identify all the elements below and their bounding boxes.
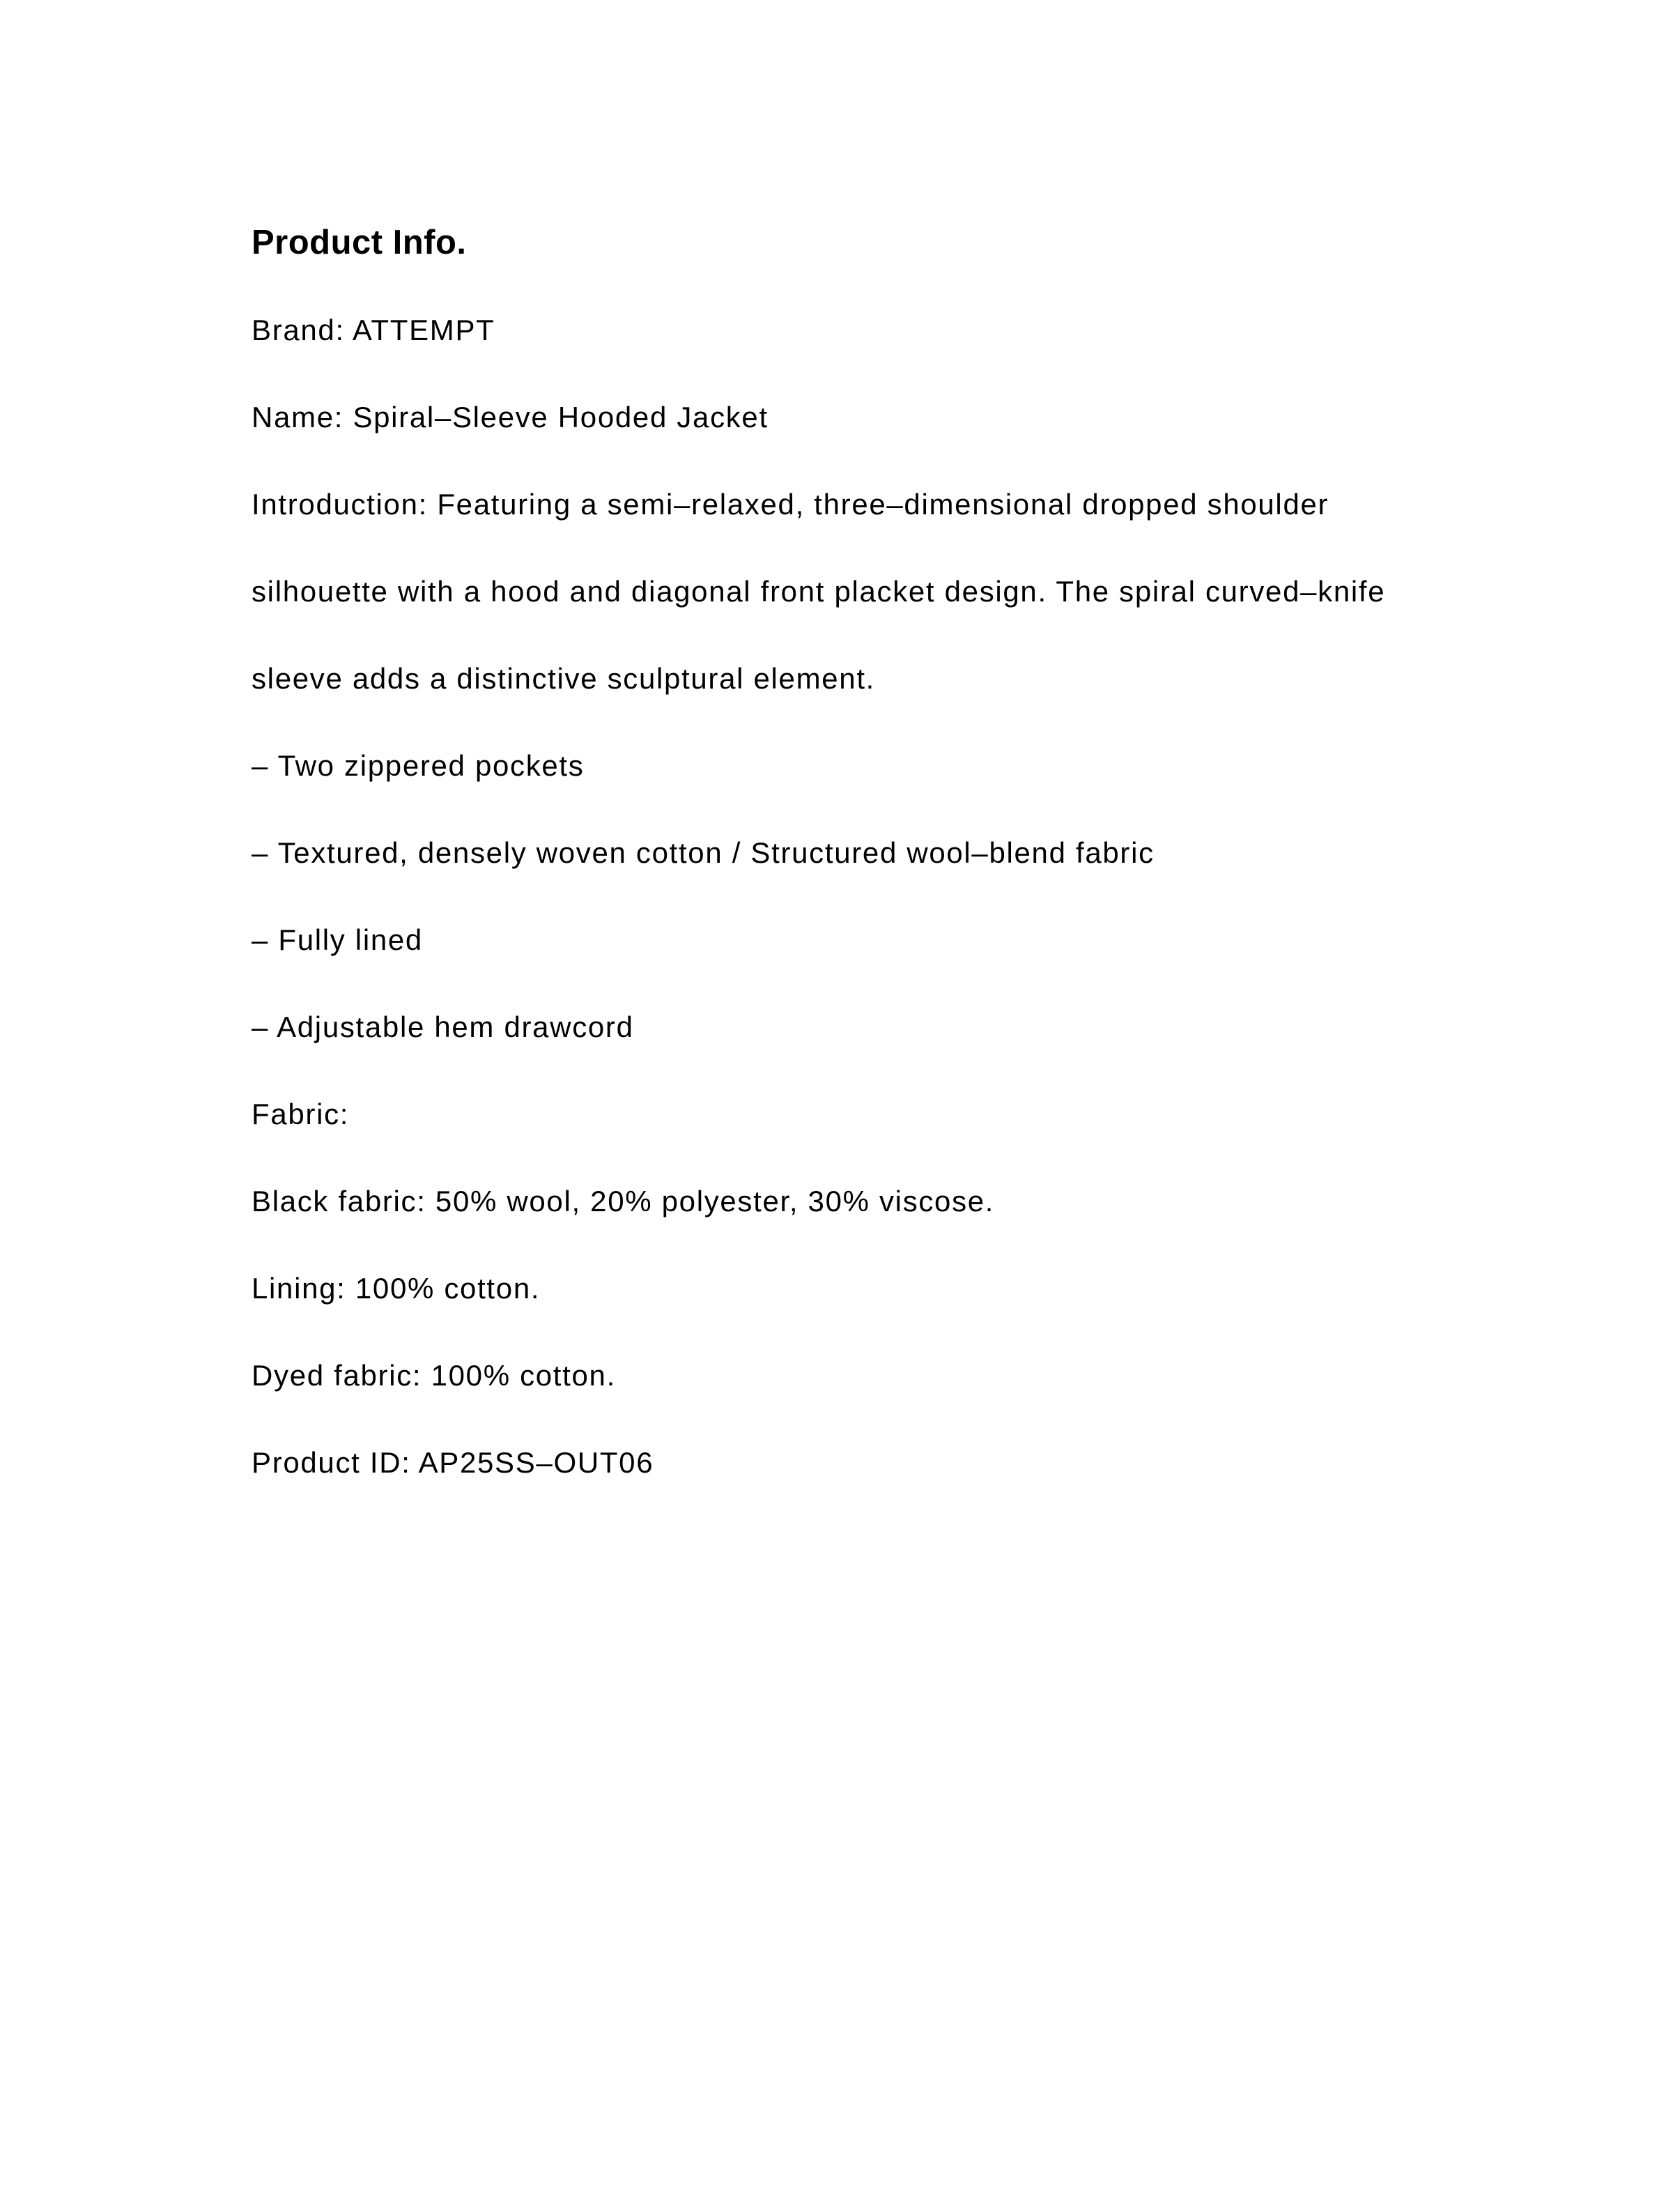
fabric-heading: Fabric: (252, 1098, 350, 1130)
introduction-line-3: sleeve adds a distinctive sculptural element. (252, 662, 876, 695)
feature-bullet-pockets: – Two zippered pockets (252, 749, 585, 782)
brand-line: Brand: ATTEMPT (252, 314, 495, 346)
feature-bullet-fabric-type: – Textured, densely woven cotton / Structured wool–blend fabric (252, 836, 1155, 869)
introduction-line-2: silhouette with a hood and diagonal front placket design. The spiral curved–knife (252, 575, 1386, 608)
product-id-line: Product ID: AP25SS–OUT06 (252, 1446, 654, 1479)
feature-bullet-lined: – Fully lined (252, 923, 423, 956)
fabric-dyed-line: Dyed fabric: 100% cotton. (252, 1359, 616, 1392)
text-column (252, 199, 1412, 1506)
product-name-line: Name: Spiral–Sleeve Hooded Jacket (252, 401, 769, 433)
page-title: Product Info. (252, 224, 467, 261)
fabric-black-line: Black fabric: 50% wool, 20% polyester, 30% viscose. (252, 1185, 995, 1218)
fabric-lining-line: Lining: 100% cotton. (252, 1272, 541, 1305)
introduction-line-1: Introduction: Featuring a semi–relaxed, three–dimensional dropped shoulder (252, 488, 1329, 521)
feature-bullet-drawcord: – Adjustable hem drawcord (252, 1011, 634, 1043)
